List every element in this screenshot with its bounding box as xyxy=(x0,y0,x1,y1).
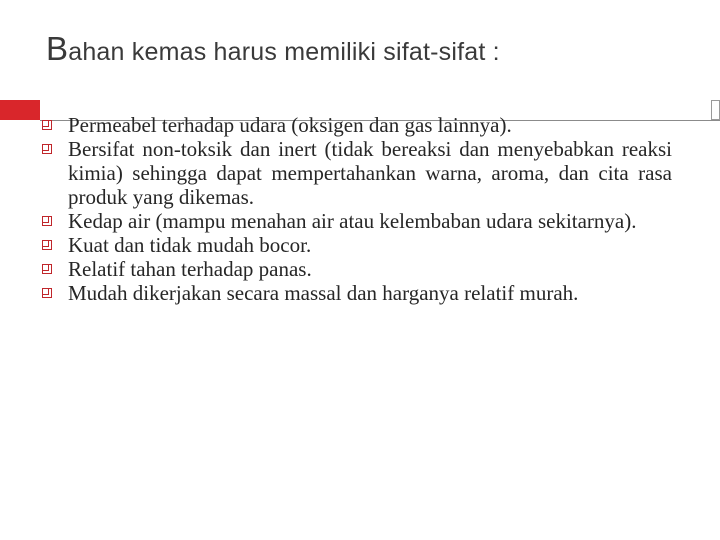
list-item-text: Kedap air (mampu menahan air atau kelembaban udara sekitarnya). xyxy=(68,209,637,233)
list-item-text: Kuat dan tidak mudah bocor. xyxy=(68,233,312,257)
list-item-text: Bersifat non-toksik dan inert (tidak bereaksi dan menyebabkan reaksi kimia) sehingga dapat mempertahankan warna, aroma, dan cita rasa produk yang dikemas. xyxy=(68,137,672,209)
list-item xyxy=(40,257,672,281)
square-bullet-icon xyxy=(42,240,52,250)
square-bullet-icon xyxy=(42,288,52,298)
title-first-letter: B xyxy=(46,30,69,67)
accent-red-bar xyxy=(0,100,40,120)
square-bullet-icon xyxy=(42,120,52,130)
list-item-text: Permeabel terhadap udara (oksigen dan gas lainnya). xyxy=(68,113,512,137)
list-item xyxy=(40,233,672,257)
list-item-text: Relatif tahan terhadap panas. xyxy=(68,257,312,281)
list-item xyxy=(40,137,672,209)
square-bullet-icon xyxy=(42,144,52,154)
title-rest: ahan kemas harus memiliki sifat-sifat : xyxy=(68,38,500,66)
list-item xyxy=(40,209,672,233)
accent-end-box xyxy=(711,100,720,120)
bullet-list xyxy=(40,113,672,305)
slide-title xyxy=(46,30,500,68)
list-item-text: Mudah dikerjakan secara massal dan harganya relatif murah. xyxy=(68,281,579,305)
list-item xyxy=(40,281,672,305)
list-item xyxy=(40,113,672,137)
square-bullet-icon xyxy=(42,216,52,226)
square-bullet-icon xyxy=(42,264,52,274)
